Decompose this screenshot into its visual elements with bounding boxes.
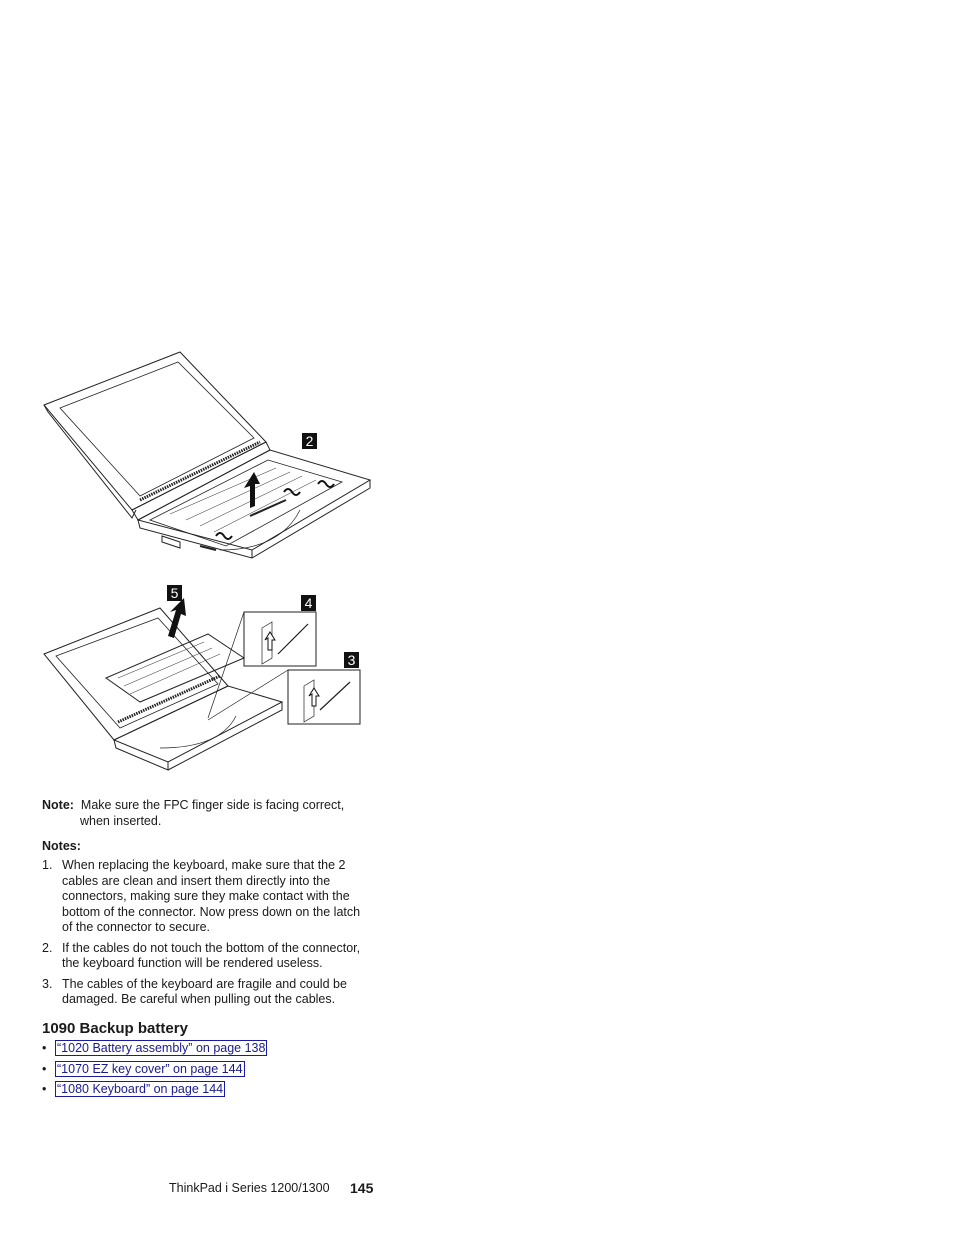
link-battery-assembly[interactable]: “1020 Battery assembly” on page 138 [57,1041,266,1055]
list-item [42,941,372,972]
list-item [42,977,372,1008]
link-ez-key-cover[interactable]: “1070 EZ key cover” on page 144 [57,1061,243,1076]
note-label: Note: [42,798,74,812]
note-block [42,797,382,829]
list-item-number: 3. [42,976,53,991]
page-number: 145 [350,1180,374,1196]
list-item [42,1041,267,1056]
note-text-line2: when inserted. [80,814,162,828]
section-title: 1090 Backup battery [42,1020,188,1037]
notes-heading: Notes: [42,839,81,853]
keyboard-release-illustration [40,350,380,570]
list-item [42,1062,267,1077]
list-item-number: 2. [42,940,53,955]
list-item [42,1082,267,1097]
callout-2: 2 [302,433,317,449]
callout-5: 5 [167,585,182,601]
list-item-text: When replacing the keyboard, make sure that the 2 cables are clean and insert them directly into the connectors, making sure they make contact with the bottom of the connector. Now press down on the latch of the connector to secure. [62,858,361,934]
link-keyboard[interactable]: “1080 Keyboard” on page 144 [57,1082,224,1096]
bullet: • [42,1041,47,1055]
keyboard-removal-illustration [40,598,370,778]
list-item [42,858,372,936]
footer-title: ThinkPad i Series 1200/1300 [169,1181,330,1195]
note-text-line1: Make sure the FPC finger side is facing correct, [80,798,345,812]
list-item-text: If the cables do not touch the bottom of the connector, the keyboard function will be rendered useless. [62,940,361,970]
callout-3: 3 [344,652,359,668]
callout-4: 4 [301,595,316,611]
list-item-number: 1. [42,858,53,872]
list-item-text: The cables of the keyboard are fragile and could be damaged. Be careful when pulling out the cables. [62,976,347,1006]
bullet: • [42,1061,47,1076]
related-links-list [42,1041,267,1103]
bullet: • [42,1082,47,1096]
notes-list [42,858,372,1013]
